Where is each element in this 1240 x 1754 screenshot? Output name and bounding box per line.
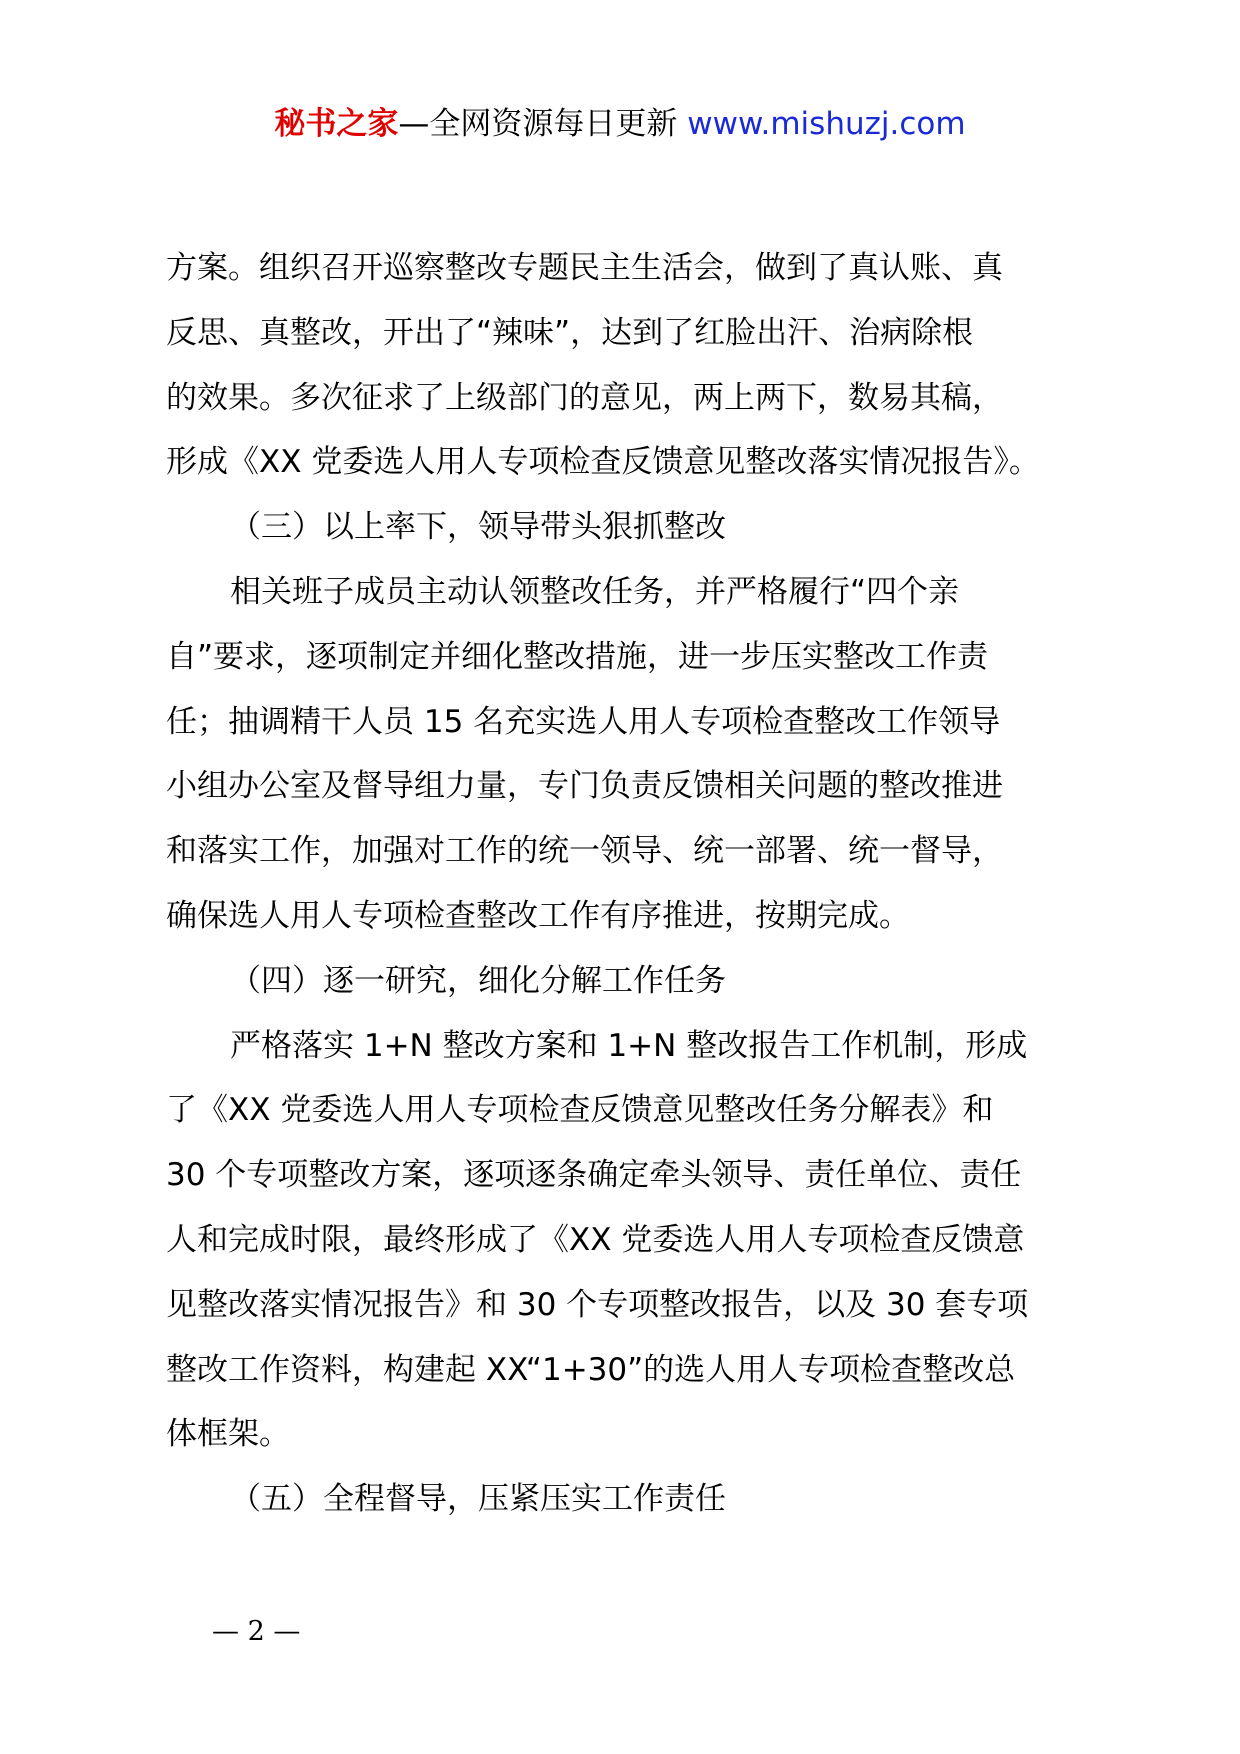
body-line: 任；抽调精干人员 15 名充实选人用人专项检查整改工作领导 xyxy=(166,703,1001,740)
body-line: 30 个专项整改方案，逐项逐条确定牵头领导、责任单位、责任 xyxy=(166,1157,1022,1194)
body-line: 体框架。 xyxy=(166,1416,290,1453)
page-number: — 2 — xyxy=(212,1616,301,1647)
site-url[interactable]: www.mishuzj.com xyxy=(687,106,966,142)
body-line: 自”要求，逐项制定并细化整改措施，进一步压实整改工作责 xyxy=(166,638,989,675)
section-heading-3: （三）以上率下，领导带头狠抓整改 xyxy=(230,509,726,546)
body-line: 人和完成时限，最终形成了《XX 党委选人用人专项检查反馈意 xyxy=(166,1221,1025,1258)
banner-slogan: —全网资源每日更新 xyxy=(398,106,688,142)
site-banner xyxy=(0,100,1240,148)
body-line: 确保选人用人专项检查整改工作有序推进，按期完成。 xyxy=(166,897,910,934)
section-heading-5: （五）全程督导，压紧压实工作责任 xyxy=(230,1481,726,1518)
section-heading-4: （四）逐一研究，细化分解工作任务 xyxy=(230,962,726,999)
paragraph-start: 相关班子成员主动认领整改任务，并严格履行“四个亲 xyxy=(230,573,960,610)
body-line: 反思、真整改，开出了“辣味”，达到了红脸出汗、治病除根 xyxy=(166,314,974,351)
body-line: 整改工作资料，构建起 XX“1+30”的选人用人专项检查整改总 xyxy=(166,1351,1016,1388)
body-line: 方案。组织召开巡察整改专题民主生活会，做到了真认账、真 xyxy=(166,250,1003,286)
document-body xyxy=(166,236,1086,1532)
body-line: 和落实工作，加强对工作的统一领导、统一部署、统一督导， xyxy=(166,833,1003,870)
body-line: 形成《XX 党委选人用人专项检查反馈意见整改落实情况报告》。 xyxy=(166,444,1040,481)
body-line: 小组办公室及督导组力量，专门负责反馈相关问题的整改推进 xyxy=(166,768,1003,805)
paragraph-start: 严格落实 1+N 整改方案和 1+N 整改报告工作机制，形成 xyxy=(230,1027,1028,1064)
brand-name: 秘书之家 xyxy=(274,106,399,142)
body-line: 的效果。多次征求了上级部门的意见，两上两下，数易其稿， xyxy=(166,379,1003,416)
body-line: 见整改落实情况报告》和 30 个专项整改报告，以及 30 套专项 xyxy=(166,1286,1029,1323)
body-line: 了《XX 党委选人用人专项检查反馈意见整改任务分解表》和 xyxy=(166,1092,994,1129)
